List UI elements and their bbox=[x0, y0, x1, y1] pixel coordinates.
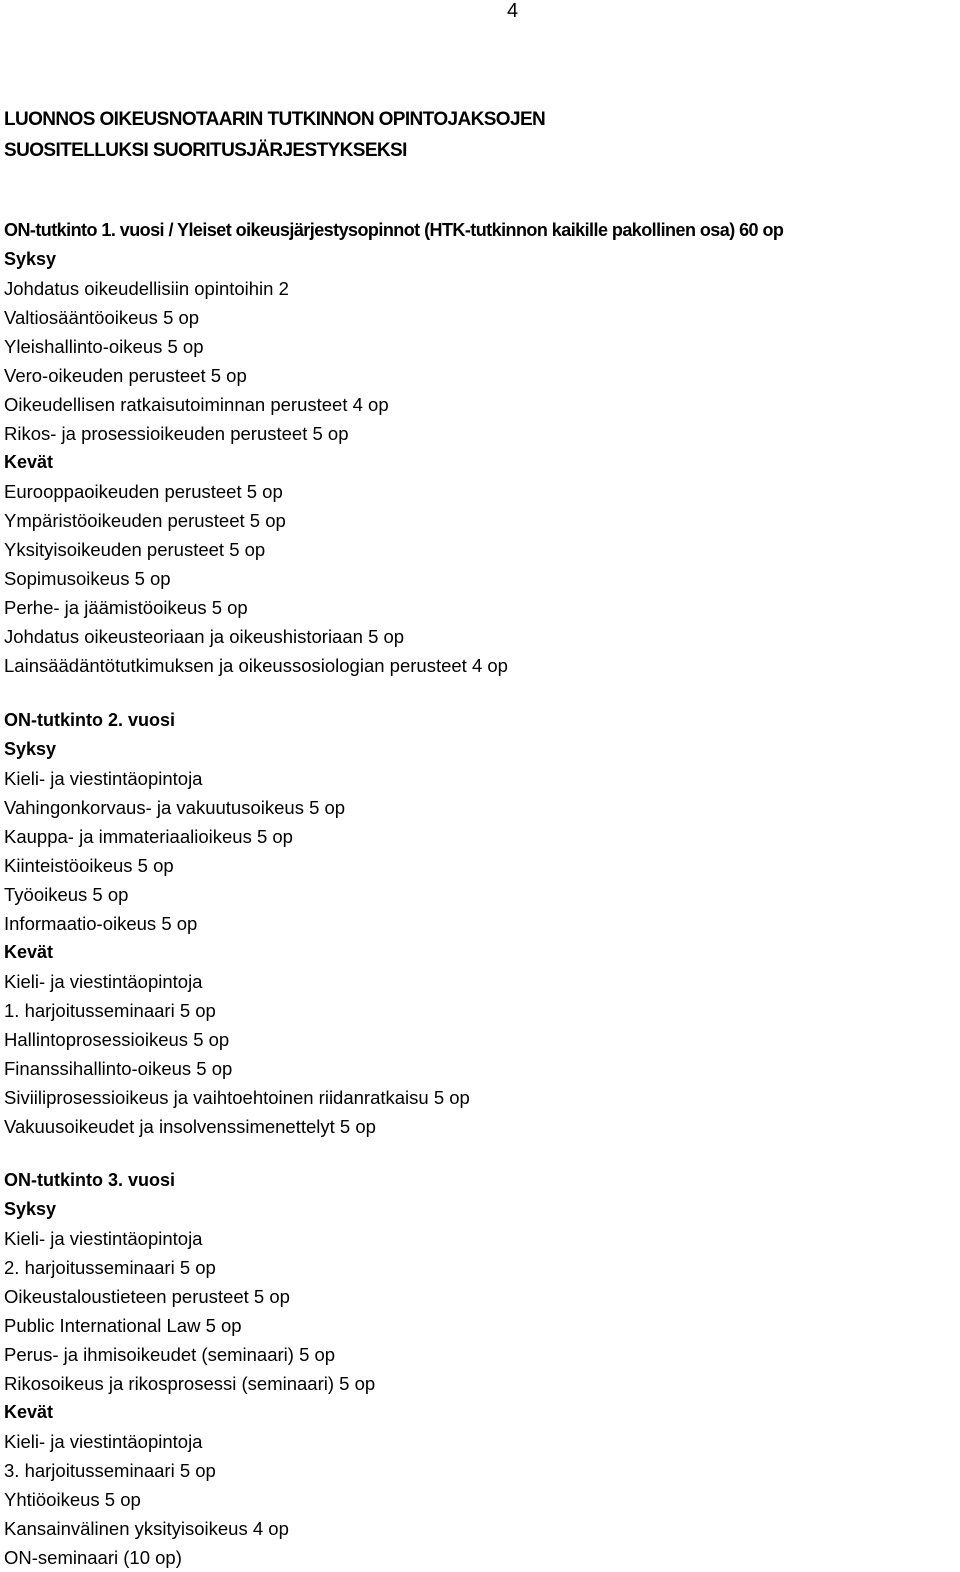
course-item: Vero-oikeuden perusteet 5 op bbox=[4, 365, 247, 386]
course-item: Sopimusoikeus 5 op bbox=[4, 568, 171, 589]
year-1-autumn-heading: Syksy bbox=[4, 249, 57, 269]
document-title bbox=[4, 104, 545, 166]
course-item: Perus- ja ihmisoikeudet (seminaari) 5 op bbox=[4, 1344, 336, 1365]
course-item: Eurooppaoikeuden perusteet 5 op bbox=[4, 481, 283, 502]
course-item: Informaatio-oikeus 5 op bbox=[4, 913, 198, 934]
course-item: ON-seminaari (10 op) bbox=[4, 1547, 182, 1568]
course-item: Työoikeus 5 op bbox=[4, 884, 129, 905]
year-1-section bbox=[4, 216, 783, 680]
course-item: 2. harjoitusseminaari 5 op bbox=[4, 1257, 216, 1278]
year-3-spring-heading: Kevät bbox=[4, 1402, 54, 1422]
course-item: Public International Law 5 op bbox=[4, 1315, 242, 1336]
course-item: 3. harjoitusseminaari 5 op bbox=[4, 1460, 216, 1481]
year-3-heading: ON-tutkinto 3. vuosi bbox=[4, 1170, 175, 1190]
year-1-heading: ON-tutkinto 1. vuosi / Yleiset oikeusjärjestysopinnot (HTK-tutkinnon kaikille pakollinen osa) 60 op bbox=[4, 220, 784, 240]
document-title-line-1: LUONNOS OIKEUSNOTAARIN TUTKINNON OPINTOJAKSOJEN bbox=[4, 109, 546, 130]
course-item: Ympäristöoikeuden perusteet 5 op bbox=[4, 510, 286, 531]
course-item: Vahingonkorvaus- ja vakuutusoikeus 5 op bbox=[4, 797, 346, 818]
course-item: Johdatus oikeudellisiin opintoihin 2 bbox=[4, 278, 289, 299]
course-item: Yksityisoikeuden perusteet 5 op bbox=[4, 539, 266, 560]
course-item: Kieli- ja viestintäopintoja bbox=[4, 1431, 203, 1452]
course-item: Lainsäädäntötutkimuksen ja oikeussosiologian perusteet 4 op bbox=[4, 655, 508, 676]
course-item: Hallintoprosessioikeus 5 op bbox=[4, 1029, 230, 1050]
course-item: Oikeustaloustieteen perusteet 5 op bbox=[4, 1286, 290, 1307]
course-item: 1. harjoitusseminaari 5 op bbox=[4, 1000, 216, 1021]
year-2-heading: ON-tutkinto 2. vuosi bbox=[4, 710, 175, 730]
course-item: Kiinteistöoikeus 5 op bbox=[4, 855, 174, 876]
year-3-section bbox=[4, 1166, 375, 1572]
course-item: Perhe- ja jäämistöoikeus 5 op bbox=[4, 597, 248, 618]
course-item: Yleishallinto-oikeus 5 op bbox=[4, 336, 204, 357]
document-title-line-2: SUOSITELLUKSI SUORITUSJÄRJESTYKSEKSI bbox=[4, 140, 407, 161]
course-item: Finanssihallinto-oikeus 5 op bbox=[4, 1058, 233, 1079]
course-item: Kieli- ja viestintäopintoja bbox=[4, 971, 203, 992]
course-item: Rikos- ja prosessioikeuden perusteet 5 op bbox=[4, 423, 349, 444]
course-item: Rikosoikeus ja rikosprosessi (seminaari) 5 op bbox=[4, 1373, 376, 1394]
page-number: 4 bbox=[507, 0, 519, 22]
course-item: Oikeudellisen ratkaisutoiminnan perusteet 4 op bbox=[4, 394, 389, 415]
course-item: Valtiosääntöoikeus 5 op bbox=[4, 307, 200, 328]
year-3-autumn-heading: Syksy bbox=[4, 1199, 57, 1219]
course-item: Kauppa- ja immateriaalioikeus 5 op bbox=[4, 826, 293, 847]
course-item: Siviiliprosessioikeus ja vaihtoehtoinen riidanratkaisu 5 op bbox=[4, 1087, 470, 1108]
course-item: Yhtiöoikeus 5 op bbox=[4, 1489, 141, 1510]
course-item: Kansainvälinen yksityisoikeus 4 op bbox=[4, 1518, 289, 1539]
year-1-spring-heading: Kevät bbox=[4, 452, 54, 472]
course-item: Kieli- ja viestintäopintoja bbox=[4, 768, 203, 789]
year-2-autumn-heading: Syksy bbox=[4, 739, 57, 759]
course-item: Johdatus oikeusteoriaan ja oikeushistoriaan 5 op bbox=[4, 626, 405, 647]
course-item: Kieli- ja viestintäopintoja bbox=[4, 1228, 203, 1249]
year-2-section bbox=[4, 706, 470, 1141]
year-2-spring-heading: Kevät bbox=[4, 942, 54, 962]
course-item: Vakuusoikeudet ja insolvenssimenettelyt 5 op bbox=[4, 1116, 376, 1137]
